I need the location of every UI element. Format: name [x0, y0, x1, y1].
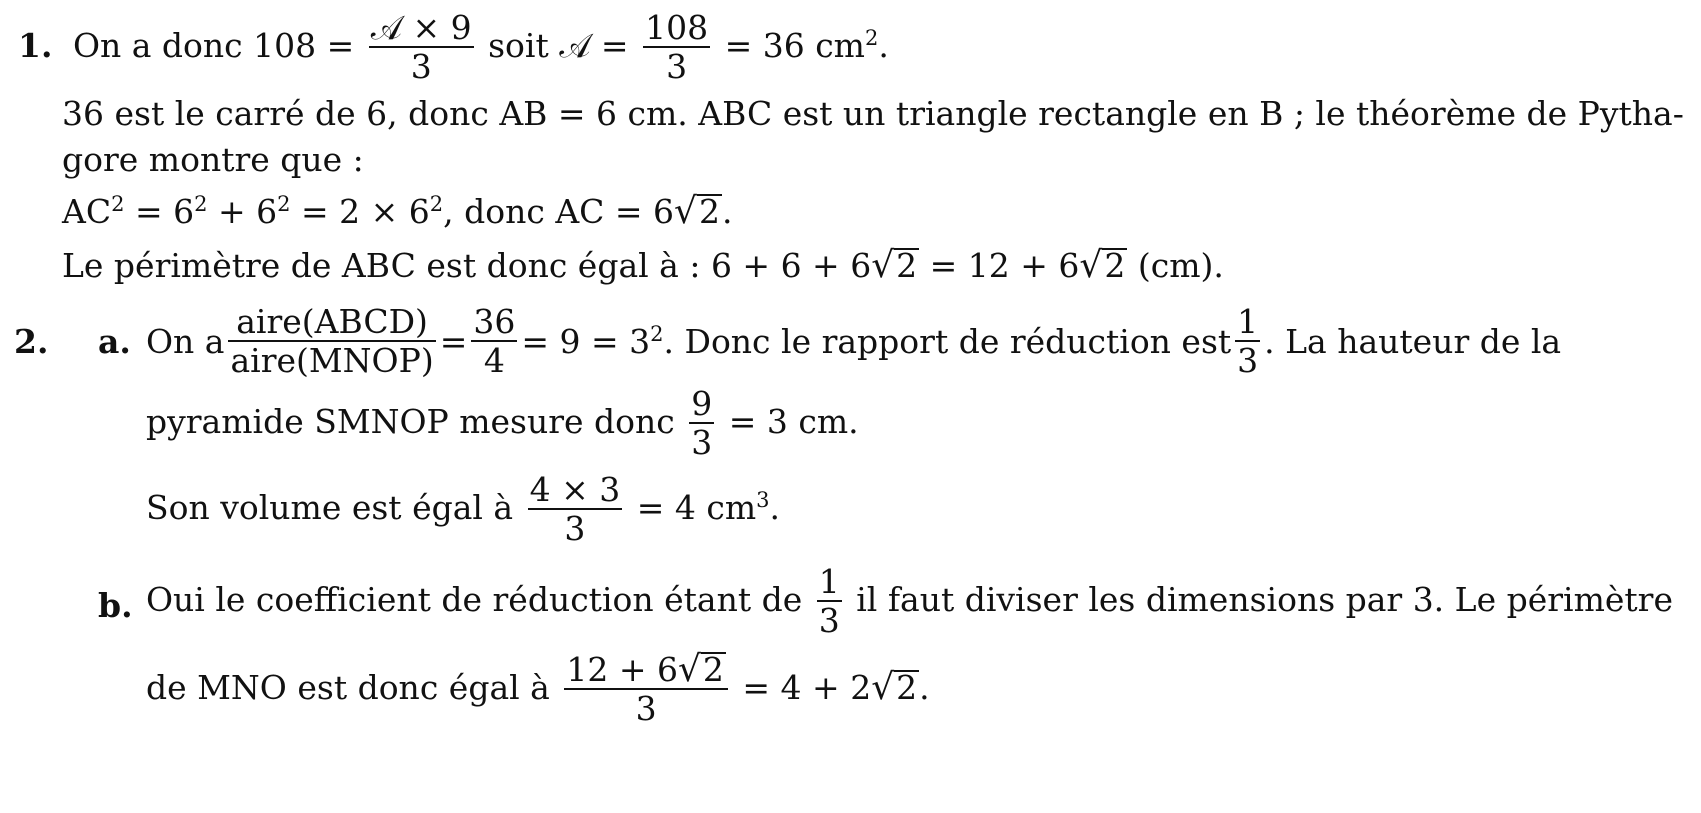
q2b-letter-line	[98, 586, 133, 626]
q2a-text: .	[769, 488, 781, 527]
exponent: 2	[429, 192, 444, 216]
q2a-text: Son volume est égal à	[146, 488, 514, 527]
denominator: aire(MNOP)	[230, 341, 434, 380]
q2-number-line	[14, 322, 48, 362]
square-root: √2	[677, 649, 724, 690]
q2b-text: = 4 + 2	[742, 668, 872, 707]
numerator	[564, 649, 728, 690]
q1-text: soit 𝒜 =	[488, 26, 629, 65]
numerator: 𝒜 × 9	[370, 8, 472, 47]
denominator: 3	[643, 46, 710, 86]
q2b-letter: b.	[98, 586, 133, 625]
q1-text: (cm).	[1127, 246, 1224, 285]
radicand: 2	[896, 668, 918, 707]
q1-text: .	[878, 26, 889, 65]
q2b-line-1	[146, 564, 1673, 640]
q2a-text: = 9 = 3	[521, 322, 651, 361]
q2a-text: = 3 cm.	[728, 402, 859, 441]
q1-text: .	[722, 192, 733, 231]
denominator: 3	[691, 423, 713, 462]
q1-text: gore montre que :	[62, 140, 364, 179]
exponent: 3	[756, 488, 770, 512]
q1-text: , donc AC = 6	[443, 192, 675, 231]
q2a-line-3	[146, 472, 780, 548]
denominator: 3	[528, 508, 623, 548]
numerator: 1	[1237, 302, 1259, 341]
q1-line-1	[18, 10, 889, 86]
fraction	[528, 472, 623, 548]
exponent: 2	[864, 26, 879, 50]
q2b-line-2	[146, 649, 930, 728]
q2b-text: il faut diviser les dimensions par 3. Le périmètre	[856, 580, 1673, 619]
denominator: 3	[369, 46, 474, 86]
denominator: 4	[471, 340, 517, 380]
q2a-text: On a	[146, 322, 225, 361]
exponent: 2	[111, 192, 125, 216]
radicand: 2	[699, 192, 720, 231]
denominator: 3	[818, 601, 840, 640]
q1-line-3	[62, 140, 364, 180]
fraction	[369, 10, 474, 86]
fraction	[228, 304, 435, 380]
square-root: √2	[674, 191, 720, 232]
q2a-line-1	[146, 300, 1562, 384]
square-root: √2	[871, 667, 918, 708]
square-root: √2	[1079, 245, 1126, 286]
fraction	[643, 10, 710, 86]
q1-text: Le périmètre de ABC est donc égal à : 6 + 6 + 6	[62, 246, 872, 285]
q1-line-2	[62, 94, 1684, 134]
q2a-text: . Donc le rapport de réduction est	[663, 322, 1232, 361]
exponent: 2	[650, 322, 664, 346]
exponent: 2	[194, 192, 208, 216]
numerator: 1	[818, 562, 840, 601]
q2a-letter: a.	[98, 322, 131, 361]
q2a-line-2	[146, 386, 859, 462]
q1-text: = 36 cm	[724, 26, 865, 65]
q1-number: 1.	[18, 26, 53, 65]
numerator: 108	[645, 8, 709, 47]
q1-text: = 2 × 6	[290, 192, 430, 231]
q2-number: 2.	[14, 322, 49, 361]
denominator: 3	[564, 688, 728, 728]
q2b-text: .	[919, 668, 930, 707]
exponent: 2	[277, 192, 291, 216]
radicand: 2	[1104, 246, 1126, 285]
q1-text: 36 est le carré de 6, donc AB = 6 cm. ABC est un triangle rectangle en B ; le théorème de Pytha-	[62, 94, 1684, 133]
q2a-text: =	[439, 322, 468, 361]
fraction	[564, 649, 728, 728]
q1-text: = 12 + 6	[919, 246, 1080, 285]
q2b-text: de MNO est donc égal à	[146, 668, 550, 707]
q2a-letter-line	[98, 322, 131, 362]
numerator: 36	[473, 302, 516, 341]
square-root: √2	[871, 245, 918, 286]
q2a-text: = 4 cm	[636, 488, 757, 527]
q1-text: AC	[62, 192, 112, 231]
numerator: 4 × 3	[529, 470, 621, 509]
q1-text: On a donc 108 =	[72, 26, 355, 65]
q1-text: = 6	[124, 192, 195, 231]
q1-line-5	[62, 246, 1224, 286]
numerator-text: 12 + 6	[566, 650, 678, 689]
fraction	[1235, 304, 1260, 380]
q2a-text: pyramide SMNOP mesure donc	[146, 402, 675, 441]
numerator: 9	[691, 384, 713, 423]
fraction	[817, 564, 842, 640]
radicand: 2	[896, 246, 918, 285]
numerator: aire(ABCD)	[236, 302, 428, 341]
fraction	[689, 386, 714, 462]
q2a-text: . La hauteur de la	[1264, 322, 1562, 361]
q2b-text: Oui le coefficient de réduction étant de	[146, 580, 803, 619]
denominator: 3	[1237, 341, 1259, 380]
q1-line-4	[62, 192, 733, 232]
fraction	[471, 304, 517, 380]
q1-text: + 6	[207, 192, 278, 231]
radicand: 2	[702, 650, 724, 689]
